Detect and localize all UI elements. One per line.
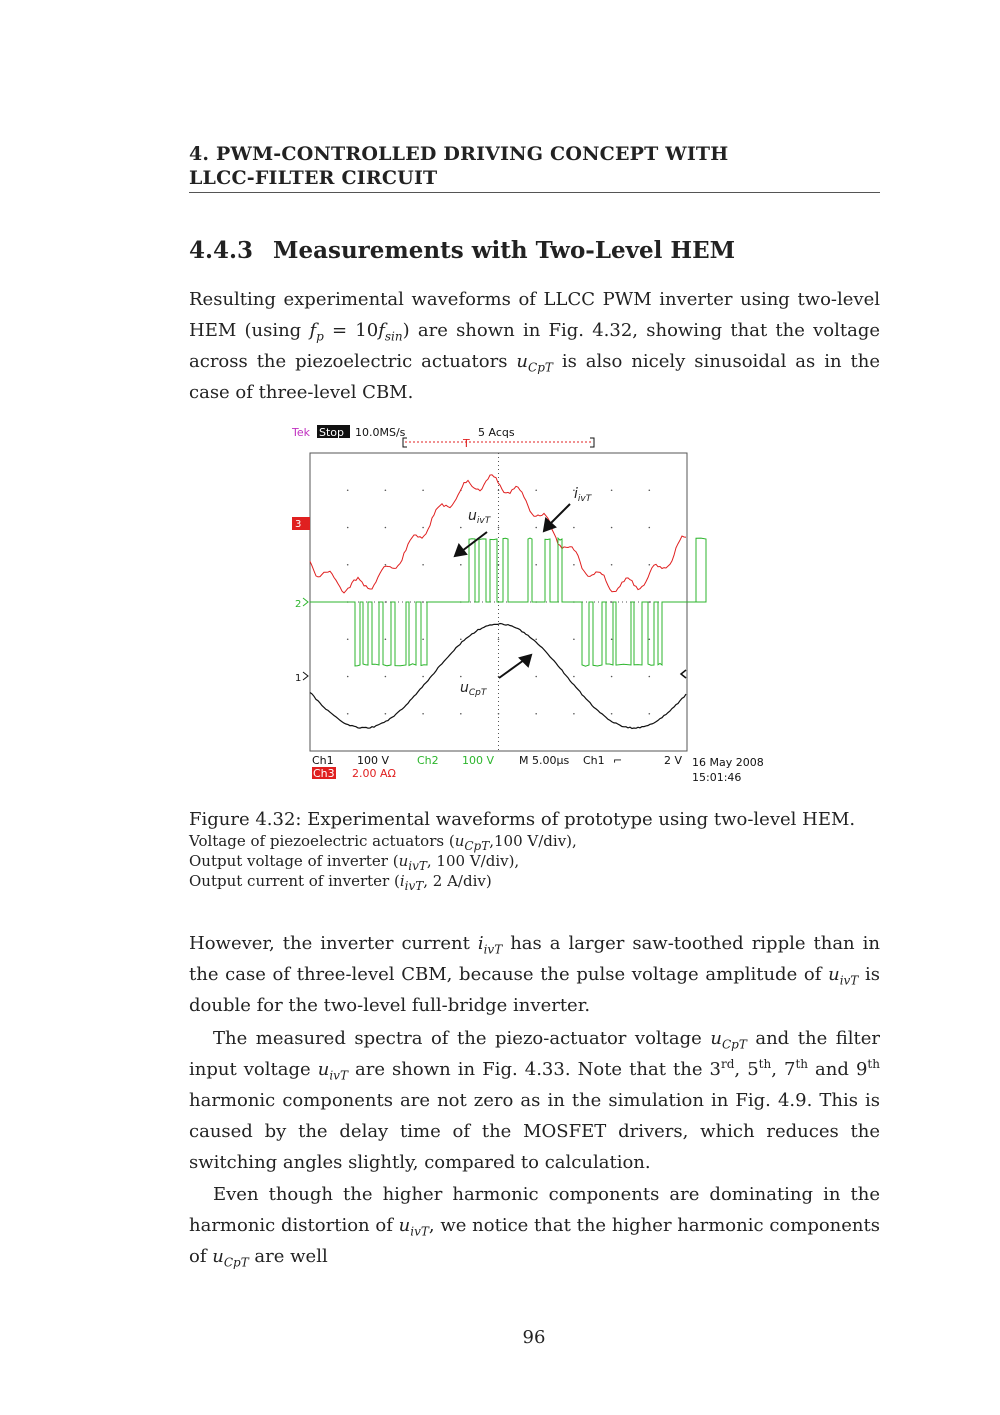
ch2-scale: 100 V xyxy=(462,754,495,767)
oscilloscope-figure xyxy=(288,422,778,788)
grid-dot xyxy=(649,713,651,715)
grid-dot xyxy=(573,527,575,529)
grid-dot xyxy=(498,527,500,529)
grid-dot xyxy=(649,676,651,678)
section-heading xyxy=(189,237,735,264)
grid-dot xyxy=(611,527,613,529)
annotation-uCpT: $u_{CpT}$ xyxy=(460,680,487,698)
grid-dot xyxy=(385,713,387,715)
caption-line-1: Voltage of piezoelectric actuators ($u_{CpT},100$ V/div), xyxy=(189,832,577,853)
math-sub: sin xyxy=(384,329,403,344)
ch2-label: Ch2 xyxy=(417,754,439,767)
grid-dot xyxy=(460,638,462,640)
stop-label: Stop xyxy=(319,426,345,439)
ch2-marker: 2 xyxy=(295,599,302,610)
ch1-label: Ch1 xyxy=(312,754,334,767)
trigger-source: Ch1 xyxy=(583,754,605,767)
timebase: M 5.00µs xyxy=(519,754,570,767)
grid-dot xyxy=(611,489,613,491)
grid-dot xyxy=(385,527,387,529)
ch3-label: Ch3 xyxy=(313,767,335,780)
running-head-line-2: LLCC-FILTER CIRCUIT xyxy=(189,167,438,189)
grid-dot xyxy=(385,638,387,640)
grid-dot xyxy=(460,527,462,529)
grid-dot xyxy=(422,527,424,529)
capture-time: 15:01:46 xyxy=(692,771,742,784)
grid-dot xyxy=(385,489,387,491)
annotation-ivT: $i_{ivT}$ xyxy=(574,486,592,504)
grid-dot xyxy=(422,489,424,491)
ch1-arrow-icon xyxy=(303,672,308,680)
figure-caption xyxy=(189,809,880,891)
math-var: u xyxy=(516,351,529,372)
grid-dot xyxy=(422,676,424,678)
grid-dot xyxy=(422,713,424,715)
grid-dot xyxy=(573,564,575,566)
text-run: ) are shown in Fig. 4.32, showing that the voltage across the piezoelectric actuators xyxy=(189,320,881,372)
grid-dot xyxy=(573,713,575,715)
grid-dot xyxy=(611,601,613,603)
grid-dot xyxy=(535,527,537,529)
tek-label: Tek xyxy=(292,426,310,439)
grid-dot xyxy=(385,601,387,603)
grid-dot xyxy=(649,601,651,603)
grid-dot xyxy=(535,676,537,678)
annotation-uivT: $u_{ivT}$ xyxy=(468,508,491,526)
grid-dot xyxy=(573,638,575,640)
trigger-slope-icon: ⌐ xyxy=(613,754,623,767)
grid-dot xyxy=(347,676,349,678)
grid-dot xyxy=(611,638,613,640)
ch1-marker: 1 xyxy=(295,673,302,684)
trigger-level: 2 V xyxy=(664,754,683,767)
math-var: f xyxy=(378,320,385,341)
grid-dot xyxy=(649,527,651,529)
grid-dot xyxy=(422,638,424,640)
grid-dot xyxy=(573,676,575,678)
grid-dot xyxy=(649,638,651,640)
grid-dot xyxy=(649,564,651,566)
math-var: f xyxy=(309,320,317,341)
grid-dot xyxy=(460,676,462,678)
capture-date: 16 May 2008 xyxy=(692,756,764,769)
grid-dot xyxy=(460,564,462,566)
page-number: 96 xyxy=(522,1327,546,1348)
grid-dot xyxy=(347,489,349,491)
running-head xyxy=(189,142,880,193)
text-run: = 10 xyxy=(323,320,379,341)
scope-screen xyxy=(310,453,706,751)
paragraph-3: The measured spectra of the piezo-actuator voltage $u_{CpT}$ and the filter input voltage $u_{ivT}$ are shown in Fig. 4.33. Note that the 3rd, 5th, 7th and 9th harmonic components are not zero as in the simulation in Fig. 4.9. This is caused by the delay time of the MOSFET drivers, which reduces the switching angles slightly, compared to calculation. xyxy=(189,1028,880,1173)
grid-dot xyxy=(649,489,651,491)
grid-dot xyxy=(347,713,349,715)
intro-paragraph xyxy=(189,284,880,408)
record-bracket xyxy=(403,438,594,447)
grid-dot xyxy=(347,527,349,529)
section-number: 4.4.3 xyxy=(189,237,254,264)
grid-dot xyxy=(385,564,387,566)
caption-line-3: Output current of inverter ($i_{ivT}$, 2 A/div) xyxy=(189,872,492,893)
grid-dot xyxy=(611,564,613,566)
caption-line-2: Output voltage of inverter ($u_{ivT}$, 100 V/div), xyxy=(189,852,520,873)
section-title: Measurements with Two-Level HEM xyxy=(273,237,736,264)
grid-dot xyxy=(347,638,349,640)
grid-dot xyxy=(535,489,537,491)
grid-dot xyxy=(385,676,387,678)
grid-dot xyxy=(611,676,613,678)
ch3-scale: 2.00 AΩ xyxy=(352,767,396,780)
grid-dot xyxy=(535,564,537,566)
paragraph-4: Even though the higher harmonic components are dominating in the harmonic distortion of $u_{ivT}$, we notice that the higher harmonic components of $u_{CpT}$ are well xyxy=(189,1184,880,1270)
caption-title: Figure 4.32: Experimental waveforms of prototype using two-level HEM. xyxy=(189,809,856,830)
ch3-marker: 3 xyxy=(295,519,302,530)
grid-dot xyxy=(535,713,537,715)
math-sub: p xyxy=(316,329,324,344)
grid-dot xyxy=(535,638,537,640)
grid-dot xyxy=(611,713,613,715)
grid-dot xyxy=(347,564,349,566)
sample-rate: 10.0MS/s xyxy=(355,426,406,439)
grid-dot xyxy=(422,564,424,566)
acquisitions: 5 Acqs xyxy=(478,426,515,439)
paragraph-2: However, the inverter current $i_{ivT}$ has a larger saw-toothed ripple than in the case of three-level CBM, because the pulse voltage amplitude of $u_{ivT}$ is double for the two-level full-bridge inverter. xyxy=(189,933,880,1016)
grid-dot xyxy=(460,713,462,715)
math-sub: CpT xyxy=(528,360,553,375)
ch2-arrow-icon xyxy=(303,598,308,606)
text-run: is also nicely sinusoidal as in the case of three-level CBM. xyxy=(189,351,881,403)
trigger-position-marker: T xyxy=(463,437,470,450)
text-run: Resulting experimental waveforms of LLCC PWM inverter using two-level HEM (using xyxy=(189,289,880,341)
ch1-scale: 100 V xyxy=(357,754,390,767)
grid-dot xyxy=(498,638,500,640)
running-head-line-1: 4. PWM-CONTROLLED DRIVING CONCEPT WITH xyxy=(189,143,729,165)
